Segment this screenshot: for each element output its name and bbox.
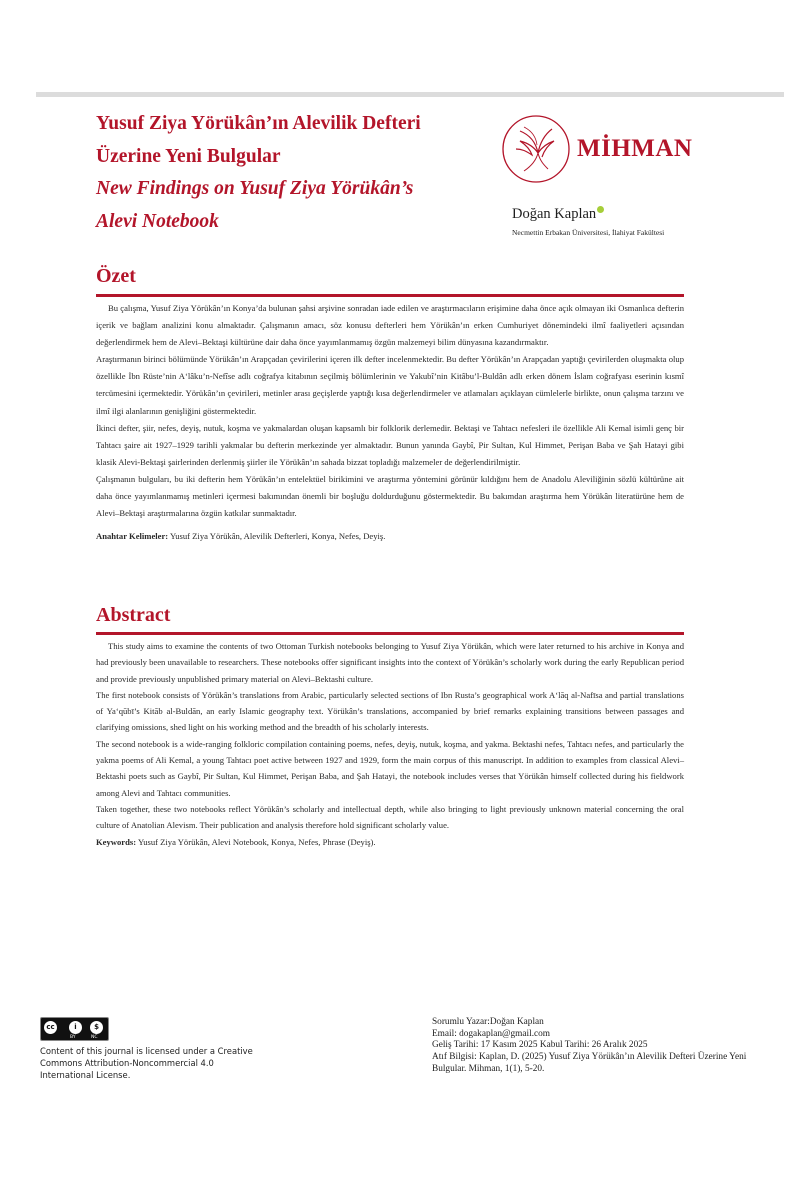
abstract-keywords-text: Yusuf Ziya Yörükân, Alevi Notebook, Konya, Nefes, Phrase (Deyiş). xyxy=(136,836,376,847)
ozet-paragraph: İkinci defter, şiir, nefes, deyiş, nutuk, koşma ve yakmalardan oluşan kapsamlı bir folklorik derlemedir. Bektaşi ve Tahtacı nefesleri ile özellikle Ali Kemal isimli genç bir Tahtacı şaire ait 1927–1929 tarihli yakmalar bu defterin merkezinde yer almaktadır. Bunun yanında Gaybî, Pir Sultan, Kul Himmet, Perişan Baba ve Şah Hatayi gibi klasik Alevi-Bektaşi şairlerinden derlenmiş şiirler ile Yörükân’ın sahada bizzat topladığı malzemeler de değerlendirilmiştir. xyxy=(96,422,684,467)
ozet-keywords-label: Anahtar Kelimeler: xyxy=(96,531,169,542)
title-en-line-1: New Findings on Yusuf Ziya Yörükân’s xyxy=(96,178,414,199)
author-email[interactable]: Email: dogakaplan@gmail.com xyxy=(432,1028,551,1039)
author-name: Doğan Kaplan xyxy=(512,206,597,222)
attribution-person-icon: i xyxy=(68,1020,83,1035)
article-meta xyxy=(432,1017,752,1076)
orcid-icon[interactable] xyxy=(597,206,604,213)
license-text: Content of this journal is licensed under a Creative Commons Attribution-Noncommercial 4.0 International License. xyxy=(40,1046,253,1080)
ozet-body xyxy=(96,300,684,545)
ozet-paragraph: Bu çalışma, Yusuf Ziya Yörükân’ın Konya’da bulunan şahsi arşivine sonradan iade edilen ve araştırmacıların erişimine daha önce açık olmayan iki Osmanlıca defterin içerik ve bağlam analizini konu almaktadır. Çalışmanın amacı, söz konusu defterleri hem Yörükân’ın erken Cumhuriyet dönemindeki ilmî faaliyetleri açısından değerlendirmek hem de Alevi–Bektaşi kültürüne dair daha önce yayımlanmamış özgün malzemeyi bilim dünyasına kazandırmaktır. xyxy=(96,303,684,348)
journal-logo xyxy=(500,113,700,193)
ozet-keywords xyxy=(96,528,684,545)
corresponding-author: Sorumlu Yazar:Doğan Kaplan xyxy=(432,1017,544,1027)
author-affiliation: Necmettin Erbakan Üniversitesi, İlahiyat Fakültesi xyxy=(512,228,665,237)
cc-icon: cc xyxy=(43,1020,58,1035)
ozet-rule xyxy=(96,294,684,297)
cc-license-badge[interactable] xyxy=(40,1017,109,1041)
ozet-heading: Özet xyxy=(96,265,136,287)
abstract-paragraph: The first notebook consists of Yörükân’s translations from Arabic, particularly selected sections of Ibn Rusta’s geographical work A‘lāq al-Nafīsa and partial translations of Ya‘qūbī’s Kitāb al-Buldān, an early Islamic geography text. Yörükân’s translations, accompanied by brief remarks explaining transitions between passages and clarifying omissions, shed light on his working method and the breadth of his scholarly interests. xyxy=(96,689,684,733)
title-tr-line-1: Yusuf Ziya Yörükân’ın Alevilik Defteri xyxy=(96,113,421,134)
abstract-paragraph: Taken together, these two notebooks reflect Yörükân’s scholarly and intellectual depth, while also bringing to light previously unknown material concerning the oral culture of Anatolian Alevism. Their publication and analysis therefore hold significant scholarly value. xyxy=(96,803,684,831)
ozet-keywords-text: Yusuf Ziya Yörükân, Alevilik Defterleri, Konya, Nefes, Deyiş. xyxy=(168,531,386,542)
bird-emblem-icon xyxy=(500,113,572,185)
received-accepted-dates: Geliş Tarihi: 17 Kasım 2025 Kabul Tarihi: 26 Aralık 2025 xyxy=(432,1040,648,1051)
abstract-paragraph: The second notebook is a wide-ranging folkloric compilation containing poems, nefes, deyiş, nutuk, koşma, and yakma. Bektashi nefes, Tahtacı nefes, and particularly the yakma poems of Ali Kemal, a young Tahtacı poet active between 1927 and 1929, form the main corpus of this manuscript. In addition to examples from classical Alevi–Bektashi poets such as Gaybî, Pir Sultan, Kul Himmet, Perişan Baba, and Şah Hatayi, the notebook includes verses that Yörükân himself collected during his fieldwork among Alevi and Tahtacı communities. xyxy=(96,738,684,798)
author-line xyxy=(512,205,604,223)
journal-name: MİHMAN xyxy=(577,135,693,162)
top-divider xyxy=(36,92,784,97)
abstract-paragraph: This study aims to examine the contents of two Ottoman Turkish notebooks belonging to Yusuf Ziya Yörükân, which were later returned to his archive in Konya and had previously been unavailable to researchers. These notebooks offer significant insights into the context of Yörükân’s scholarly work during the early Republican period and provide previously unpublished primary material on Alevi–Bektashi culture. xyxy=(96,641,684,684)
article-title-block xyxy=(96,108,496,238)
abstract-rule xyxy=(96,632,684,635)
abstract-body xyxy=(96,638,684,850)
ozet-paragraph: Çalışmanın bulguları, bu iki defterin hem Yörükân’ın entelektüel birikimini ve araştırma yöntemini görünür kıldığını hem de Anadolu Aleviliğinin sözlü kültürüne ait daha önce yayımlanmamış metinleri içermesi bakımından önemli bir boşluğu doldurduğunu göstermektedir. Bu bakımdan araştırma hem Yörükân literatürüne hem de Alevi–Bektaşi araştırmalarına özgün katkılar sunmaktadır. xyxy=(96,473,684,519)
ozet-paragraph: Araştırmanın birinci bölümünde Yörükân’ın Arapçadan çevirilerini içeren ilk defter incelenmektedir. Bu defter Yörükân’ın Arapçadan yaptığı çevirilerden oluşmakta olup özellikle İbn Rüste’nin A‘lâku’n-Nefîse adlı coğrafya kitabının seçilmiş bölümlerinin ve Yakubî’nin Kitâbu’l-Buldân adlı erken dönem İslam coğrafyası eserinin kısmî tercümesini içermektedir. Yörükân’ın çevirileri, metinler arası geçişlerde yaptığı kısa değerlendirmeler ve atlamaları açıklayan cümlelerle birlikte, onun çalışma tarzını ve ilmî ilgi alanlarının genişliğini göstermektedir. xyxy=(96,354,684,416)
noncommercial-icon: $ xyxy=(89,1020,104,1035)
badge-by-label: BY xyxy=(70,1035,76,1040)
title-en-line-2: Alevi Notebook xyxy=(96,210,219,232)
badge-nc-label: NC xyxy=(91,1035,98,1040)
citation-info: Atıf Bilgisi: Kaplan, D. (2025) Yusuf Ziya Yörükân’ın Alevilik Defteri Üzerine Yeni Bulgular. Mihman, 1(1), 5-20. xyxy=(432,1052,747,1074)
abstract-heading: Abstract xyxy=(96,604,171,626)
abstract-keywords-label: Keywords: xyxy=(96,836,137,847)
abstract-keywords xyxy=(96,834,684,850)
title-tr-line-2: Üzerine Yeni Bulgular xyxy=(96,145,281,167)
